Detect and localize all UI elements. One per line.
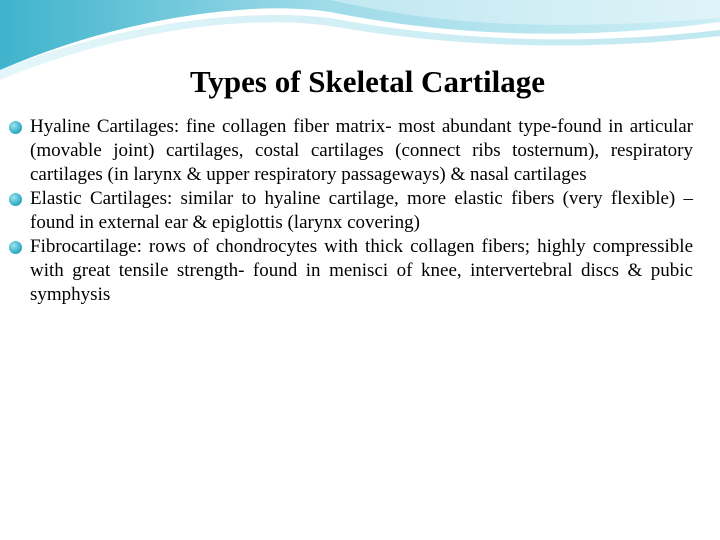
bullet-text: Fibrocartilage: rows of chondrocytes with thick collagen fibers; highly compressible with great tensile strength- found in menisci of knee, intervertebral discs & pubic symphysis	[30, 236, 693, 305]
bullet-item-fibrocartilage	[8, 235, 693, 307]
bullet-dot-icon	[9, 121, 22, 134]
bullet-item-hyaline	[8, 115, 693, 187]
bullet-dot-icon	[9, 193, 22, 206]
bullet-text: Elastic Cartilages: similar to hyaline cartilage, more elastic fibers (very flexible) – found in external ear & epiglottis (larynx covering)	[30, 188, 693, 233]
bullet-dot-icon	[9, 241, 22, 254]
slide-title: Types of Skeletal Cartilage	[190, 64, 546, 99]
bullet-item-elastic	[8, 187, 693, 235]
bullet-text: Hyaline Cartilages: fine collagen fiber matrix- most abundant type-found in articular (movable joint) cartilages, costal cartilages (connect ribs tosternum), respiratory cartilages (in larynx & upper respiratory passageways) & nasal cartilages	[30, 116, 693, 185]
bullet-list	[8, 115, 693, 307]
